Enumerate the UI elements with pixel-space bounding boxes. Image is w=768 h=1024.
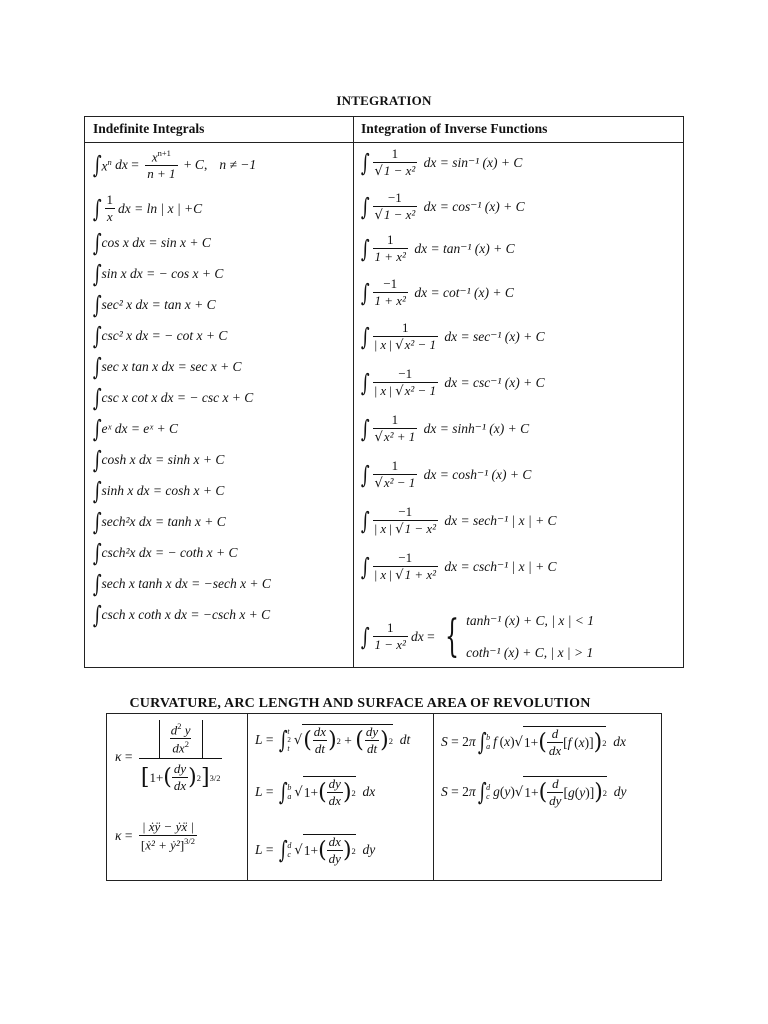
indefinite-integrals-header: Indefinite Integrals	[93, 121, 205, 136]
integral-sign: ∫	[360, 461, 370, 490]
arc-length-dx: L = ∫ b a √ 1+ ( $\frac{dy}{dx}$ ) 2 dx	[255, 776, 376, 808]
inverse-fraction: $\frac{-1}{\text{| x | √1 + x²}}$	[374, 550, 437, 583]
indefinite-formula: ∫ csc x cot x dx = − csc x + C	[92, 384, 254, 412]
integral-sign: ∫	[360, 553, 370, 582]
inverse-formula: ∫ $\frac{1}{\text{√1 − x²}}$ dx = sin⁻¹ (x) + C	[360, 146, 523, 179]
integral-sign: ∫	[360, 149, 370, 178]
inverse-fraction: $\frac{-1}{\text{| x | √1 − x²}}$	[374, 504, 437, 537]
column-divider	[353, 117, 354, 667]
piecewise-case-1: tanh⁻¹ (x) + C, | x | < 1	[466, 613, 595, 628]
curvature-formula-2: κ = $\frac{\text{| ẋÿ − ẏẍ |}}{[ẋ^2 + ẏ^2]^{3/2}}$	[115, 819, 196, 853]
inverse-fraction: $\frac{-1}{\text{| x | √x² − 1}}$	[374, 366, 437, 399]
inverse-formula: ∫ $\frac{-1}{\text{1 + x²}}$ dx = cot⁻¹ (x) + C	[360, 276, 514, 308]
curvature-table	[106, 713, 662, 881]
integral-sign: ∫	[92, 477, 102, 505]
piecewise-brace: {	[445, 611, 460, 663]
power-rule-formula: ∫ $x^n$ dx = $\frac{x^{n+1}}{n + 1}$ + C , n ≠ −1	[92, 148, 257, 182]
inverse-fraction: $\frac{1}{\text{√x² + 1}}$	[374, 412, 416, 445]
inverse-fraction: $\frac{1}{\text{√x² − 1}}$	[374, 458, 416, 491]
arc-length-dy: L = ∫ d c √ 1+ ( $\frac{dx}{dy}$ ) 2 dy	[255, 834, 376, 866]
inverse-hyperbolic-piecewise-formula: ∫ $\frac{1}{\text{1 − x²}}$ dx = { tanh⁻¹ (x) + C, | x | < 1 coth⁻¹ (x) + C, | x | > 1	[360, 611, 595, 663]
inverse-fraction: $\frac{1}{\text{| x | √x² − 1}}$	[374, 320, 437, 353]
integral-sign: ∫	[360, 234, 370, 263]
integral-sign: ∫	[92, 539, 102, 567]
integral-sign: ∫	[92, 415, 102, 443]
inverse-formula: ∫ $\frac{-1}{\text{| x | √1 + x²}}$ dx = csch⁻¹ | x | + C	[360, 550, 557, 583]
indefinite-formula: ∫ eˣ dx = eˣ + C	[92, 415, 178, 443]
integral-sign: ∫	[92, 353, 102, 381]
column-divider-1	[247, 714, 248, 880]
reciprocal-formula: ∫ $\frac{1}{x}$ dx = ln | x | +C	[92, 192, 203, 224]
column-divider-2	[433, 714, 434, 880]
integral-sign: ∫	[92, 322, 102, 350]
surface-area-x: S = 2 π ∫ b a f ( x ) √ 1+ ( $\frac{d}{dx}$ [ f ( x )] ) 2 dx	[441, 726, 626, 758]
indefinite-formula: ∫ sin x dx = − cos x + C	[92, 260, 224, 288]
indefinite-formula: ∫ sinh x dx = cosh x + C	[92, 477, 225, 505]
integral-sign: ∫	[92, 260, 102, 288]
surface-area-y: S = 2 π ∫ d c g ( y ) √ 1+ ( $\frac{d}{dy}$ [ g ( y )] ) 2 dy	[441, 776, 627, 808]
inverse-fraction: $\frac{1}{\text{√1 − x²}}$	[374, 146, 416, 179]
indefinite-formula: ∫ sech x tanh x dx = −sech x + C	[92, 570, 271, 598]
integral-sign: ∫	[360, 369, 370, 398]
page-title: INTEGRATION	[336, 93, 432, 108]
arc-length-parametric: L = ∫ t 2 t √ ( $\frac{dx}{dt}$ ) 2 + ( $\frac{dy}{dt}$ ) 2 dt	[255, 724, 411, 756]
power-rule-fraction: $\frac{x^{n+1}}{n + 1}$	[147, 148, 176, 182]
curvature-formula-1: κ = $\frac{d^2 y}{dx^2}$ [ 1+ ( $\frac{dy}{dx}$ ) 2 ] 3/2	[115, 721, 221, 794]
inverse-fraction: $\frac{1}{\text{1 + x²}}$	[374, 232, 406, 264]
inverse-formula: ∫ $\frac{-1}{\text{| x | √x² − 1}}$ dx = csc⁻¹ (x) + C	[360, 366, 545, 399]
inverse-formula: ∫ $\frac{1}{\text{√x² + 1}}$ dx = sinh⁻¹ (x) + C	[360, 412, 530, 445]
indefinite-formula: ∫ cosh x dx = sinh x + C	[92, 446, 225, 474]
indefinite-formula: ∫ csch²x dx = − coth x + C	[92, 539, 238, 567]
indefinite-formula: ∫ csch x coth x dx = −csch x + C	[92, 601, 271, 629]
integral-sign: ∫	[92, 384, 102, 412]
integral-sign: ∫	[360, 507, 370, 536]
integration-table	[84, 116, 684, 668]
inverse-fraction: $\frac{-1}{\text{√1 − x²}}$	[374, 190, 416, 223]
integral-sign: ∫	[360, 415, 370, 444]
integral-sign: ∫	[360, 278, 370, 307]
power-rule-condition: n ≠ −1	[219, 157, 257, 173]
integral-sign: ∫	[92, 601, 102, 629]
indefinite-formula: ∫ csc² x dx = − cot x + C	[92, 322, 228, 350]
inverse-formula: ∫ $\frac{1}{\text{| x | √x² − 1}}$ dx = sec⁻¹ (x) + C	[360, 320, 545, 353]
piecewise-case-2: coth⁻¹ (x) + C, | x | > 1	[466, 645, 594, 660]
integral-sign: ∫	[92, 229, 102, 257]
integral-sign: ∫	[92, 508, 102, 536]
integral-sign: ∫	[92, 570, 102, 598]
header-divider	[85, 142, 683, 143]
integral-sign: ∫	[92, 446, 102, 474]
inverse-formula: ∫ $\frac{1}{\text{1 + x²}}$ dx = tan⁻¹ (x) + C	[360, 232, 515, 264]
integral-sign: ∫	[92, 291, 102, 319]
indefinite-formula: ∫ cos x dx = sin x + C	[92, 229, 211, 257]
section-title: CURVATURE, ARC LENGTH AND SURFACE AREA OF REVOLUTION	[129, 696, 591, 711]
integral-sign: ∫	[360, 193, 370, 222]
indefinite-formula: ∫ sech²x dx = tanh x + C	[92, 508, 226, 536]
integral-sign: ∫	[360, 323, 370, 352]
inverse-fraction: $\frac{-1}{\text{1 + x²}}$	[374, 276, 406, 308]
inverse-formula: ∫ $\frac{-1}{\text{| x | √1 − x²}}$ dx = sech⁻¹ | x | + C	[360, 504, 557, 537]
inverse-functions-header: Integration of Inverse Functions	[361, 121, 548, 136]
indefinite-formula: ∫ sec x tan x dx = sec x + C	[92, 353, 242, 381]
integral-sign: ∫	[92, 151, 102, 180]
inverse-formula: ∫ $\frac{1}{\text{√x² − 1}}$ dx = cosh⁻¹ (x) + C	[360, 458, 532, 491]
indefinite-formula: ∫ sec² x dx = tan x + C	[92, 291, 216, 319]
inverse-formula: ∫ $\frac{-1}{\text{√1 − x²}}$ dx = cos⁻¹ (x) + C	[360, 190, 525, 223]
